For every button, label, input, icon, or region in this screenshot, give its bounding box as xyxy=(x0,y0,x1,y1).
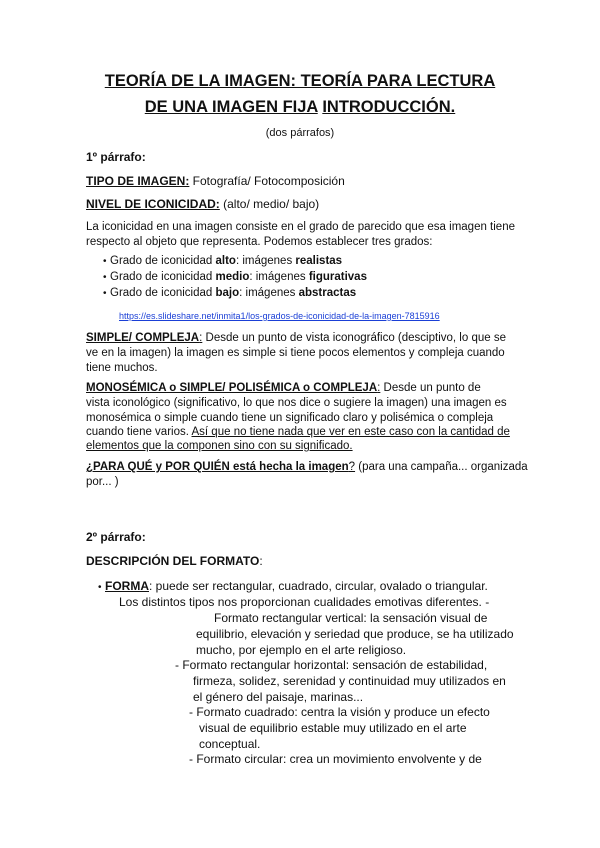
tipo-imagen-value: Fotografía/ Fotocomposición xyxy=(189,174,345,188)
formato-line-4: mucho, por ejemplo en el arte religioso. xyxy=(196,643,407,657)
subtitle: (dos párrafos) xyxy=(265,127,335,139)
formato-line-3: equilibrio, elevación y seriedad que produce, se ha utilizado xyxy=(196,627,514,641)
tipo-imagen-line xyxy=(86,173,345,189)
descripcion-label: DESCRIPCIÓN DEL FORMATO xyxy=(86,554,260,568)
grade-level: medio xyxy=(215,271,250,283)
grade-kind: figurativas xyxy=(308,271,367,283)
mono-colon: : xyxy=(377,382,381,394)
grade-pre: Grado de iconicidad xyxy=(110,287,216,299)
tipo-imagen-label: TIPO DE IMAGEN: xyxy=(86,174,190,188)
para-quien-text-1: (para una campaña... organizada xyxy=(355,461,528,473)
slideshare-link[interactable]: https://es.slideshare.net/inmita1/los-grados-de-iconicidad-de-la-imagen-7815916 xyxy=(119,311,440,321)
formato-line-8: - Formato cuadrado: centra la visión y produce un efecto xyxy=(189,705,490,719)
title-line-1: TEORÍA DE LA IMAGEN: TEORÍA PARA LECTURA xyxy=(104,72,496,90)
para-quien-line-1 xyxy=(86,460,528,475)
nivel-iconicidad-label: NIVEL DE ICONICIDAD: xyxy=(86,197,220,211)
formato-line-1: Los distintos tipos nos proporcionan cualidades emotivas diferentes. - xyxy=(119,595,490,609)
mono-line-5: elementos que la componen sino con su significado. xyxy=(86,440,353,452)
para-quien-q: ? xyxy=(348,461,356,473)
para1-heading: 1º párrafo: xyxy=(86,150,146,164)
simple-label: SIMPLE/ COMPLEJA xyxy=(86,332,200,344)
grade-item-medio xyxy=(103,270,367,285)
iconicidad-intro-2: respecto al objeto que representa. Podemos establecer tres grados: xyxy=(86,236,433,248)
formato-line-2: Formato rectangular vertical: la sensación visual de xyxy=(214,611,488,625)
simple-colon: : xyxy=(199,332,203,344)
formato-line-5: - Formato rectangular horizontal: sensación de estabilidad, xyxy=(175,658,488,672)
grade-kind: abstractas xyxy=(298,287,357,299)
nivel-iconicidad-value: (alto/ medio/ bajo) xyxy=(219,197,320,211)
descripcion-formato xyxy=(86,553,263,569)
formato-line-11: - Formato circular: crea un movimiento envolvente y de xyxy=(189,752,482,766)
para-quien-line-2: por... ) xyxy=(86,476,119,488)
grade-mid: : imágenes xyxy=(249,271,309,283)
simple-text-1: Desde un punto de vista iconográfico (desciptivo, lo que se xyxy=(202,332,506,344)
iconicidad-intro-1: La iconicidad en una imagen consiste en el grado de parecido que esa imagen tiene xyxy=(86,221,515,233)
nivel-iconicidad-line xyxy=(86,196,319,212)
mono-line-2: vista iconológico (significativo, lo que nos dice o sugiere la imagen) una imagen es xyxy=(86,397,507,409)
bullet-icon: • xyxy=(103,256,107,267)
mono-text-4b: Así que no tiene nada que ver en este caso con la cantidad de xyxy=(191,426,510,438)
descripcion-colon: : xyxy=(259,554,263,568)
grade-item-bajo xyxy=(103,286,356,301)
simple-line-2: ve en la imagen) la imagen es simple si tiene pocos elementos y compleja cuando xyxy=(86,347,505,359)
bullet-icon: • xyxy=(103,288,107,299)
para-quien-label: ¿PARA QUÉ y POR QUIÉN está hecha la imagen xyxy=(86,461,349,473)
title-line-2 xyxy=(0,97,600,117)
title-line-2a: DE UNA IMAGEN FIJA xyxy=(144,98,318,116)
title-line-2b: INTRODUCCIÓN. xyxy=(322,98,456,116)
simple-line-1 xyxy=(86,331,506,346)
bullet-icon: • xyxy=(98,582,102,593)
para2-heading: 2º párrafo: xyxy=(86,530,146,544)
forma-label: FORMA xyxy=(105,579,149,593)
mono-label: MONOSÉMICA o SIMPLE/ POLISÉMICA o COMPLEJA xyxy=(86,382,378,394)
formato-line-10: conceptual. xyxy=(199,737,261,751)
forma-text: : puede ser rectangular, cuadrado, circular, ovalado o triangular. xyxy=(149,579,488,593)
bullet-icon: • xyxy=(103,272,107,283)
grade-level: bajo xyxy=(215,287,240,299)
grade-item-alto xyxy=(103,254,342,269)
formato-line-9: visual de equilibrio estable muy utilizado en el arte xyxy=(199,721,467,735)
formato-line-7: el género del paisaje, marinas... xyxy=(193,690,364,704)
grade-mid: : imágenes xyxy=(235,255,296,267)
grade-mid: : imágenes xyxy=(239,287,299,299)
mono-line-4 xyxy=(86,425,510,440)
mono-text-4a: cuando tiene varios. xyxy=(86,426,192,438)
simple-line-3: tiene muchos. xyxy=(86,362,158,374)
grade-level: alto xyxy=(215,255,236,267)
grade-pre: Grado de iconicidad xyxy=(110,271,216,283)
formato-line-6: firmeza, solidez, serenidad y continuidad muy utilizados en xyxy=(193,674,506,688)
grade-pre: Grado de iconicidad xyxy=(110,255,216,267)
grade-kind: realistas xyxy=(295,255,343,267)
mono-text-1: Desde un punto de xyxy=(380,382,481,394)
mono-line-1 xyxy=(86,381,481,396)
mono-line-3: monosémica o simple cuando tiene un significado claro y polisémica o compleja xyxy=(86,412,494,424)
